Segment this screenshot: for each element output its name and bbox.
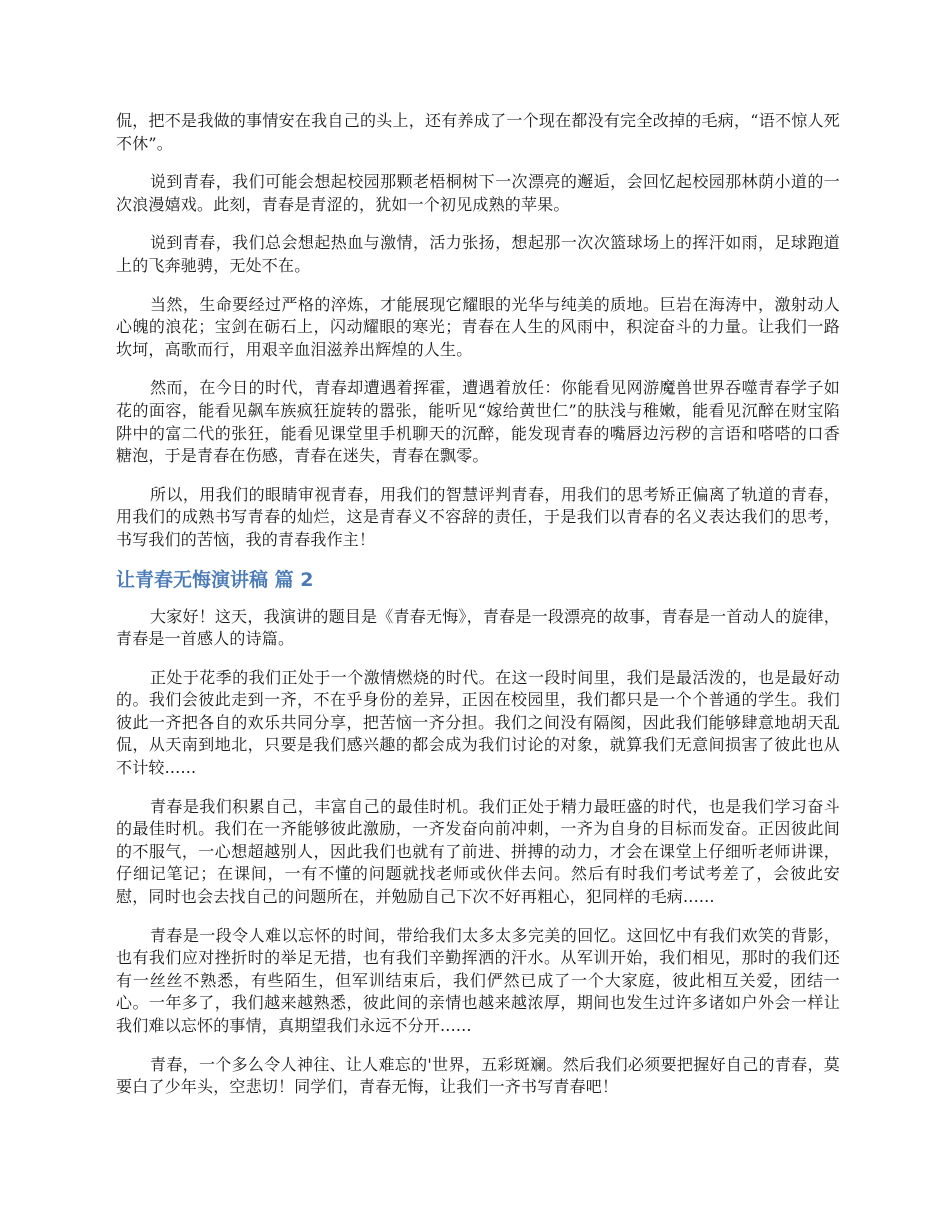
paragraph: 侃，把不是我做的事情安在我自己的头上，还有养成了一个现在都没有完全改掉的毛病，“语不惊人死不休”。 [116, 111, 840, 153]
paragraph: 青春，一个多么令人神往、让人难忘的'世界，五彩斑斓。然后我们必须要把握好自己的青春，莫要白了少年头，空悲切！同学们，青春无悔，让我们一齐书写青春吧！ [116, 1054, 840, 1097]
paragraph: 大家好！这天，我演讲的题目是《青春无悔》，青春是一段漂亮的故事，青春是一首动人的旋律，青春是一首感人的诗篇。 [116, 606, 840, 649]
paragraph: 正处于花季的我们正处于一个激情燃烧的时代。在这一段时间里，我们是最活泼的，也是最好动的。我们会彼此走到一齐，不在乎身份的差异，正因在校园里，我们都只是一个个普通的学生。我们彼此一齐把各自的欢乐共同分享，把苦恼一齐分担。我们之间没有隔阂，因此我们能够肆意地胡天乱侃，从天南到地北，只要是我们感兴趣的都会成为我们讨论的对象，就算我们无意间损害了彼此也从不计较...... [116, 667, 840, 778]
paragraph: 说到青春，我们可能会想起校园那颗老梧桐树下一次漂亮的邂逅，会回忆起校园那林荫小道的一次浪漫嬉戏。此刻，青春是青涩的，犹如一个初见成熟的苹果。 [116, 172, 840, 214]
paragraph: 说到青春，我们总会想起热血与激情，活力张扬，想起那一次次篮球场上的挥汗如雨，足球跑道上的飞奔驰骋，无处不在。 [116, 233, 840, 275]
section-heading: 让青春无悔演讲稿 篇 2 [116, 568, 314, 591]
paragraph: 青春是我们积累自己，丰富自己的最佳时机。我们正处于精力最旺盛的时代，也是我们学习奋斗的最佳时机。我们在一齐能够彼此激励，一齐发奋向前冲刺，一齐为自身的目标而发奋。正因彼此间的不服气，一心想超越别人，因此我们也就有了前进、拼搏的动力，才会在课堂上仔细听老师讲课，仔细记笔记；在课间，一有不懂的问题就找老师或伙伴去问。然后有时我们考试考差了，会彼此安慰，同时也会去找自己的问题所在，并勉励自己下次不好再粗心，犯同样的毛病...... [116, 796, 840, 907]
paragraph: 所以，用我们的眼睛审视青春，用我们的智慧评判青春，用我们的思考矫正偏离了轨道的青春，用我们的成熟书写青春的灿烂，这是青春义不容辞的责任，于是我们以青春的名义表达我们的思考，书写我们的苦恼，我的青春我作主！ [116, 484, 840, 549]
document-body [116, 110, 840, 1115]
paragraph: 当然，生命要经过严格的淬炼，才能展现它耀眼的光华与纯美的质地。巨岩在海涛中，激射动人心魄的浪花；宝剑在砺石上，闪动耀眼的寒光；青春在人生的风雨中，积淀奋斗的力量。让我们一路坎坷，高歌而行，用艰辛血泪滋养出辉煌的人生。 [116, 294, 840, 359]
paragraph: 青春是一段令人难以忘怀的时间，带给我们太多太多完美的回忆。这回忆中有我们欢笑的背影，也有我们应对挫折时的举足无措，也有我们辛勤挥洒的汗水。从军训开始，我们相见，那时的我们还有一丝丝不熟悉，有些陌生，但军训结束后，我们俨然已成了一个大家庭，彼此相互关爱，团结一心。一年多了，我们越来越熟悉，彼此间的亲情也越来越浓厚，期间也发生过许多诸如户外会一样让我们难以忘怀的事情，真期望我们永远不分开...... [116, 925, 840, 1035]
paragraph: 然而，在今日的时代，青春却遭遇着挥霍，遭遇着放任：你能看见网游魔兽世界吞噬青春学子如花的面容，能看见飙车族疯狂旋转的嚣张，能听见“嫁给黄世仁”的肤浅与稚嫩，能看见沉醉在财宝陷阱中的富二代的张狂，能看见课堂里手机聊天的沉醉，能发现青春的嘴唇边污秽的言语和嗒嗒的口香糖泡，于是青春在伤感，青春在迷失，青春在飘零。 [116, 378, 840, 466]
